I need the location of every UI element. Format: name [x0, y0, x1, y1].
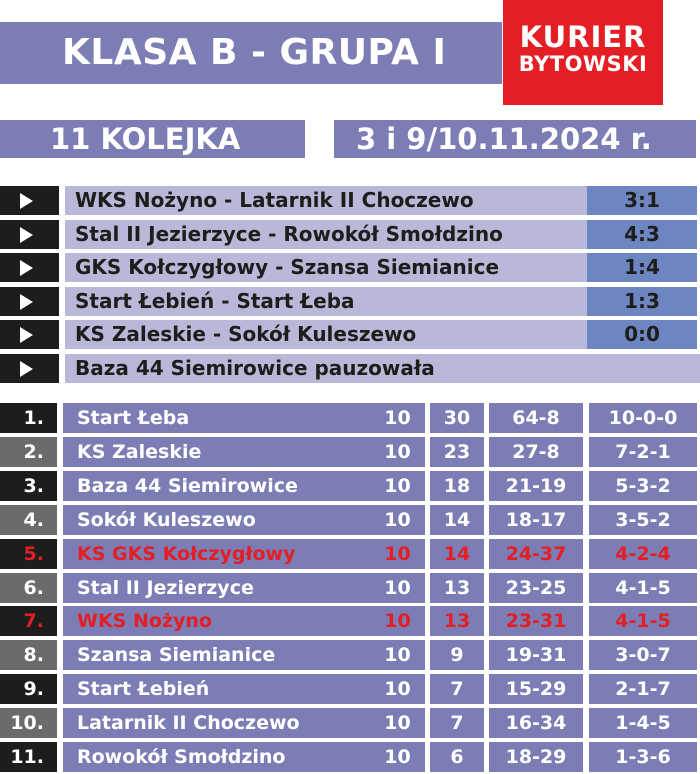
- table-row: [0, 437, 700, 467]
- position-cell: 5.: [0, 539, 57, 569]
- points-cell: 18: [430, 471, 484, 501]
- dates-banner: [334, 120, 696, 158]
- goals-cell: 18-29: [489, 742, 583, 772]
- goals-cell: 23-31: [489, 606, 583, 636]
- goals-cell: 16-34: [489, 708, 583, 738]
- matches-played-cell: 10: [370, 437, 425, 467]
- matches-played-cell: 10: [370, 742, 425, 772]
- match-score: 1:4: [587, 253, 697, 282]
- table-row: [0, 606, 700, 636]
- matches-played-cell: 10: [370, 403, 425, 433]
- match-row: [0, 220, 700, 249]
- position-cell: 4.: [0, 505, 57, 535]
- position-cell: 2.: [0, 437, 57, 467]
- team-name-cell: Start Łebień: [63, 674, 379, 704]
- position-cell: 9.: [0, 674, 57, 704]
- play-arrow-icon: [0, 253, 59, 282]
- points-cell: 9: [430, 640, 484, 670]
- matches-played-cell: 10: [370, 606, 425, 636]
- team-name-cell: Sokół Kuleszewo: [63, 505, 379, 535]
- table-row: [0, 403, 700, 433]
- match-row: [0, 186, 700, 215]
- points-cell: 14: [430, 539, 484, 569]
- team-name-cell: Latarnik II Choczewo: [63, 708, 379, 738]
- record-cell: 2-1-7: [589, 674, 697, 704]
- play-arrow-icon: [0, 287, 59, 316]
- match-fixture: Stal II Jezierzyce - Rowokół Smołdzino: [65, 220, 590, 249]
- team-name-cell: Rowokół Smołdzino: [63, 742, 379, 772]
- matches-played-cell: 10: [370, 674, 425, 704]
- points-cell: 6: [430, 742, 484, 772]
- table-row: [0, 742, 700, 772]
- table-row: [0, 505, 700, 535]
- team-name-cell: Start Łeba: [63, 403, 379, 433]
- bye-row: [0, 354, 700, 383]
- goals-cell: 23-25: [489, 573, 583, 603]
- goals-cell: 24-37: [489, 539, 583, 569]
- team-name-cell: Stal II Jezierzyce: [63, 573, 379, 603]
- position-cell: 3.: [0, 471, 57, 501]
- goals-cell: 18-17: [489, 505, 583, 535]
- points-cell: 30: [430, 403, 484, 433]
- position-cell: 1.: [0, 403, 57, 433]
- position-cell: 10.: [0, 708, 57, 738]
- matches-played-cell: 10: [370, 708, 425, 738]
- page-title: KLASA B - GRUPA I: [62, 32, 447, 73]
- arrow-triangle: [20, 294, 33, 310]
- points-cell: 13: [430, 606, 484, 636]
- match-fixture: KS Zaleskie - Sokół Kuleszewo: [65, 320, 590, 349]
- record-cell: 4-1-5: [589, 606, 697, 636]
- table-row: [0, 640, 700, 670]
- team-name-cell: KS GKS Kołczygłowy: [63, 539, 379, 569]
- position-cell: 8.: [0, 640, 57, 670]
- table-row: [0, 708, 700, 738]
- record-cell: 1-4-5: [589, 708, 697, 738]
- team-name-cell: KS Zaleskie: [63, 437, 379, 467]
- dates-label: 3 i 9/10.11.2024 r.: [356, 122, 652, 156]
- record-cell: 1-3-6: [589, 742, 697, 772]
- arrow-triangle: [20, 361, 33, 377]
- table-row: [0, 674, 700, 704]
- goals-cell: 15-29: [489, 674, 583, 704]
- play-arrow-icon: [0, 220, 59, 249]
- match-row: [0, 287, 700, 316]
- record-cell: 5-3-2: [589, 471, 697, 501]
- match-score: 3:1: [587, 186, 697, 215]
- goals-cell: 64-8: [489, 403, 583, 433]
- match-fixture: Start Łebień - Start Łeba: [65, 287, 590, 316]
- points-cell: 13: [430, 573, 484, 603]
- position-cell: 7.: [0, 606, 57, 636]
- match-row: [0, 253, 700, 282]
- match-fixture: GKS Kołczygłowy - Szansa Siemianice: [65, 253, 590, 282]
- match-score: 4:3: [587, 220, 697, 249]
- play-arrow-icon: [0, 354, 59, 383]
- arrow-triangle: [20, 227, 33, 243]
- record-cell: 7-2-1: [589, 437, 697, 467]
- matches-played-cell: 10: [370, 640, 425, 670]
- goals-cell: 21-19: [489, 471, 583, 501]
- match-score: 1:3: [587, 287, 697, 316]
- arrow-triangle: [20, 260, 33, 276]
- arrow-triangle: [20, 327, 33, 343]
- table-row: [0, 539, 700, 569]
- position-cell: 11.: [0, 742, 57, 772]
- team-name-cell: WKS Nożyno: [63, 606, 379, 636]
- points-cell: 14: [430, 505, 484, 535]
- points-cell: 7: [430, 674, 484, 704]
- points-cell: 23: [430, 437, 484, 467]
- record-cell: 3-5-2: [589, 505, 697, 535]
- record-cell: 3-0-7: [589, 640, 697, 670]
- goals-cell: 19-31: [489, 640, 583, 670]
- position-cell: 6.: [0, 573, 57, 603]
- team-name-cell: Szansa Siemianice: [63, 640, 379, 670]
- round-label: 11 KOLEJKA: [50, 122, 241, 156]
- matches-played-cell: 10: [370, 539, 425, 569]
- play-arrow-icon: [0, 186, 59, 215]
- match-score: 0:0: [587, 320, 697, 349]
- bye-text: Baza 44 Siemirowice pauzowała: [65, 354, 700, 383]
- record-cell: 4-1-5: [589, 573, 697, 603]
- match-row: [0, 320, 700, 349]
- logo-text-kurier: KURIER: [519, 20, 647, 54]
- logo-text-bytowski: BYTOWSKI: [518, 52, 648, 76]
- goals-cell: 27-8: [489, 437, 583, 467]
- team-name-cell: Baza 44 Siemirowice: [63, 471, 379, 501]
- match-fixture: WKS Nożyno - Latarnik II Choczewo: [65, 186, 590, 215]
- matches-played-cell: 10: [370, 573, 425, 603]
- round-banner: [0, 120, 305, 158]
- points-cell: 7: [430, 708, 484, 738]
- play-arrow-icon: [0, 320, 59, 349]
- table-row: [0, 471, 700, 501]
- matches-played-cell: 10: [370, 505, 425, 535]
- arrow-triangle: [20, 193, 33, 209]
- table-row: [0, 573, 700, 603]
- record-cell: 10-0-0: [589, 403, 697, 433]
- matches-played-cell: 10: [370, 471, 425, 501]
- record-cell: 4-2-4: [589, 539, 697, 569]
